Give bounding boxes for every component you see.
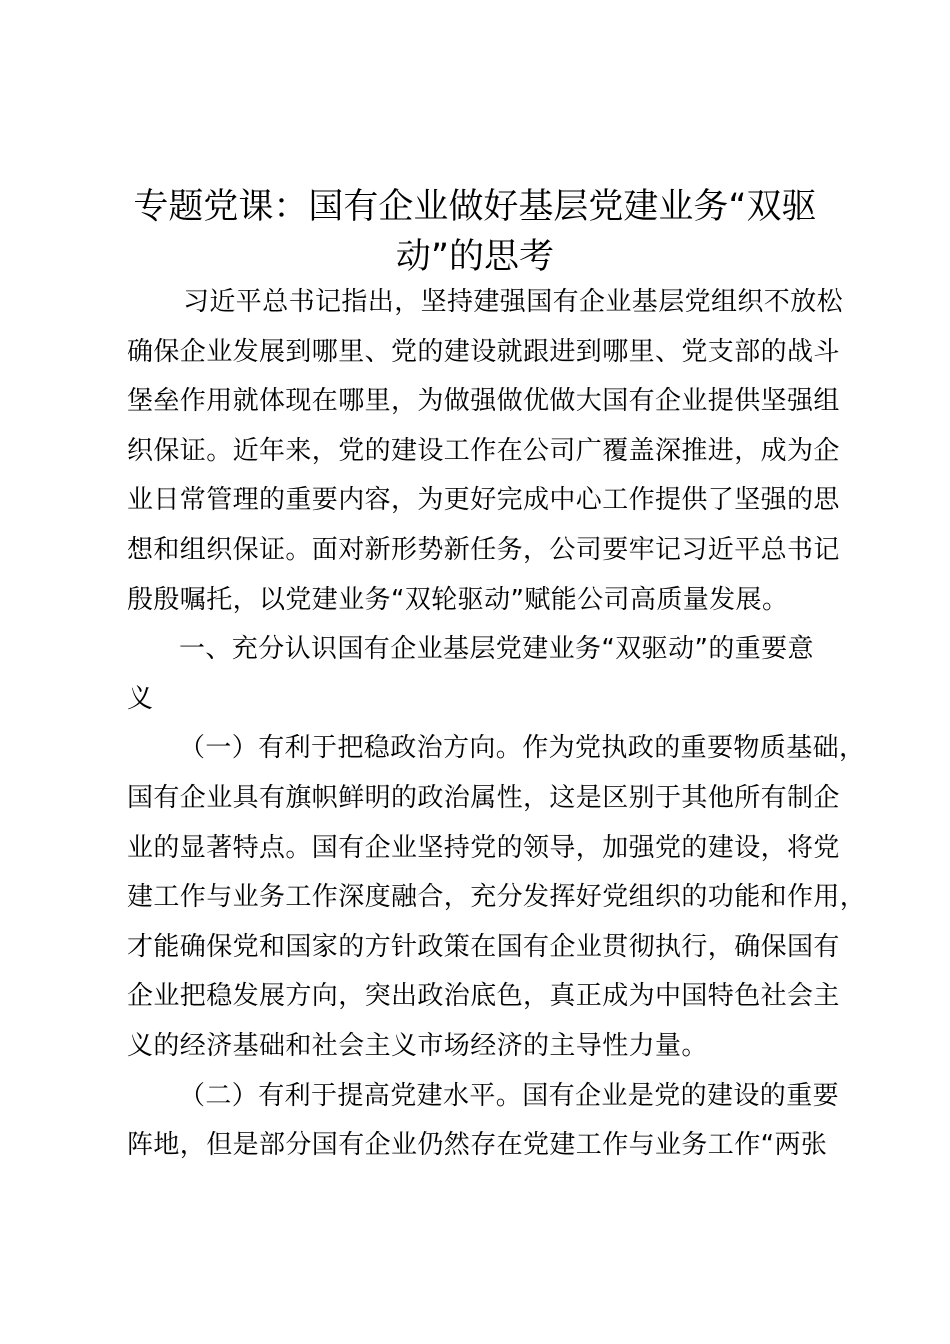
paragraph-intro-line-7: 殷殷嘱托，以党建业务“双轮驱动”赋能公司高质量发展。 xyxy=(127,584,789,615)
paragraph-intro-line-2: 确保企业发展到哪里、党的建设就跟进到哪里、党支部的战斗 xyxy=(127,336,840,367)
document-body xyxy=(127,278,867,1171)
title-line-1: 专题党课：国有企业做好基层党建业务“双驱 xyxy=(133,187,817,227)
paragraph-two-line-2: 阵地，但是部分国有企业仍然存在党建工作与业务工作“两张 xyxy=(127,1130,828,1161)
paragraph-intro-line-5: 业日常管理的重要内容，为更好完成中心工作提供了坚强的思 xyxy=(127,485,840,516)
paragraph-one-line-2: 国有企业具有旗帜鲜明的政治属性，这是区别于其他所有制企 xyxy=(127,782,840,813)
section-heading-line-1: 一、充分认识国有企业基层党建业务“双驱动”的重要意 xyxy=(179,634,814,665)
paragraph-one-line-3: 业的显著特点。国有企业坚持党的领导，加强党的建设，将党 xyxy=(127,832,840,863)
document-title xyxy=(110,182,840,282)
paragraph-intro-line-4: 织保证。近年来，党的建设工作在公司广覆盖深推进，成为企 xyxy=(127,435,840,466)
paragraph-intro-line-3: 堡垒作用就体现在哪里，为做强做优做大国有企业提供坚强组 xyxy=(127,386,840,417)
section-heading-line-2: 义 xyxy=(127,683,154,714)
paragraph-two-line-1: （二）有利于提高党建水平。国有企业是党的建设的重要 xyxy=(179,1080,840,1111)
paragraph-one-line-7: 义的经济基础和社会主义市场经济的主导性力量。 xyxy=(127,1030,708,1061)
paragraph-one-line-4: 建工作与业务工作深度融合，充分发挥好党组织的功能和作用， xyxy=(127,882,867,913)
paragraph-one-line-5: 才能确保党和国家的方针政策在国有企业贯彻执行，确保国有 xyxy=(127,931,840,962)
paragraph-intro-line-6: 想和组织保证。面对新形势新任务，公司要牢记习近平总书记 xyxy=(127,534,840,565)
title-line-2: 动”的思考 xyxy=(395,237,555,277)
paragraph-one-line-6: 企业把稳发展方向，突出政治底色，真正成为中国特色社会主 xyxy=(127,981,840,1012)
paragraph-one-line-1: （一）有利于把稳政治方向。作为党执政的重要物质基础， xyxy=(179,733,866,764)
paragraph-intro-line-1: 习近平总书记指出，坚持建强国有企业基层党组织不放松 xyxy=(183,287,844,317)
